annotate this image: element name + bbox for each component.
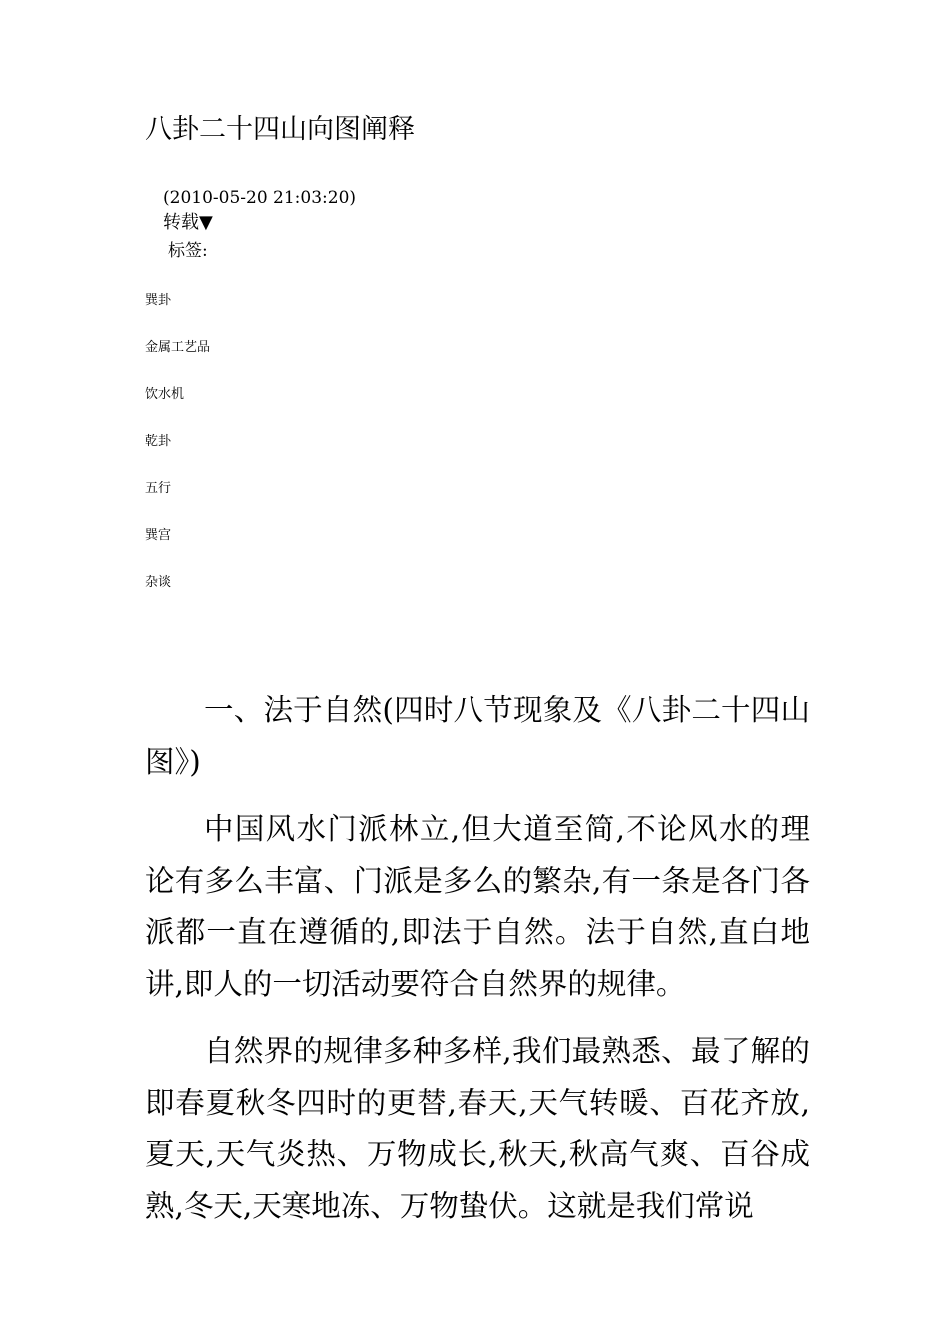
tag-link[interactable]: 乾卦	[145, 434, 172, 449]
article-title: 八卦二十四山向图阐释	[145, 114, 415, 145]
body-paragraph: 中国风水门派林立,但大道至简,不论风水的理论有多么丰富、门派是多么的繁杂,有一条是各门各派都一直在遵循的,即法于自然。法于自然,直白地讲,即人的一切活动要符合自然界的规律。	[145, 812, 810, 1001]
body-paragraph: 自然界的规律多种多样,我们最熟悉、最了解的即春夏秋冬四时的更替,春天,天气转暖、百花齐放,夏天,天气炎热、万物成长,秋天,秋高气爽、百谷成熟,冬天,天寒地冻、万物蛰伏。这就是我们常说	[145, 1034, 810, 1223]
tag-link[interactable]: 金属工艺品	[145, 340, 211, 355]
tag-list	[145, 292, 210, 621]
tag-link[interactable]: 巽卦	[145, 293, 172, 308]
section-heading: 一、法于自然(四时八节现象及《八卦二十四山图》)	[145, 693, 810, 779]
tag-link[interactable]: 饮水机	[145, 387, 185, 402]
post-date: (2010-05-20 21:03:20)	[163, 188, 357, 208]
tags-label: 标签:	[168, 241, 208, 261]
article-body	[145, 685, 810, 1248]
tag-link[interactable]: 杂谈	[145, 575, 172, 590]
tag-link[interactable]: 巽宫	[145, 528, 172, 543]
repost-dropdown[interactable]: 转载▼	[163, 212, 213, 233]
tag-link[interactable]: 五行	[145, 481, 172, 496]
